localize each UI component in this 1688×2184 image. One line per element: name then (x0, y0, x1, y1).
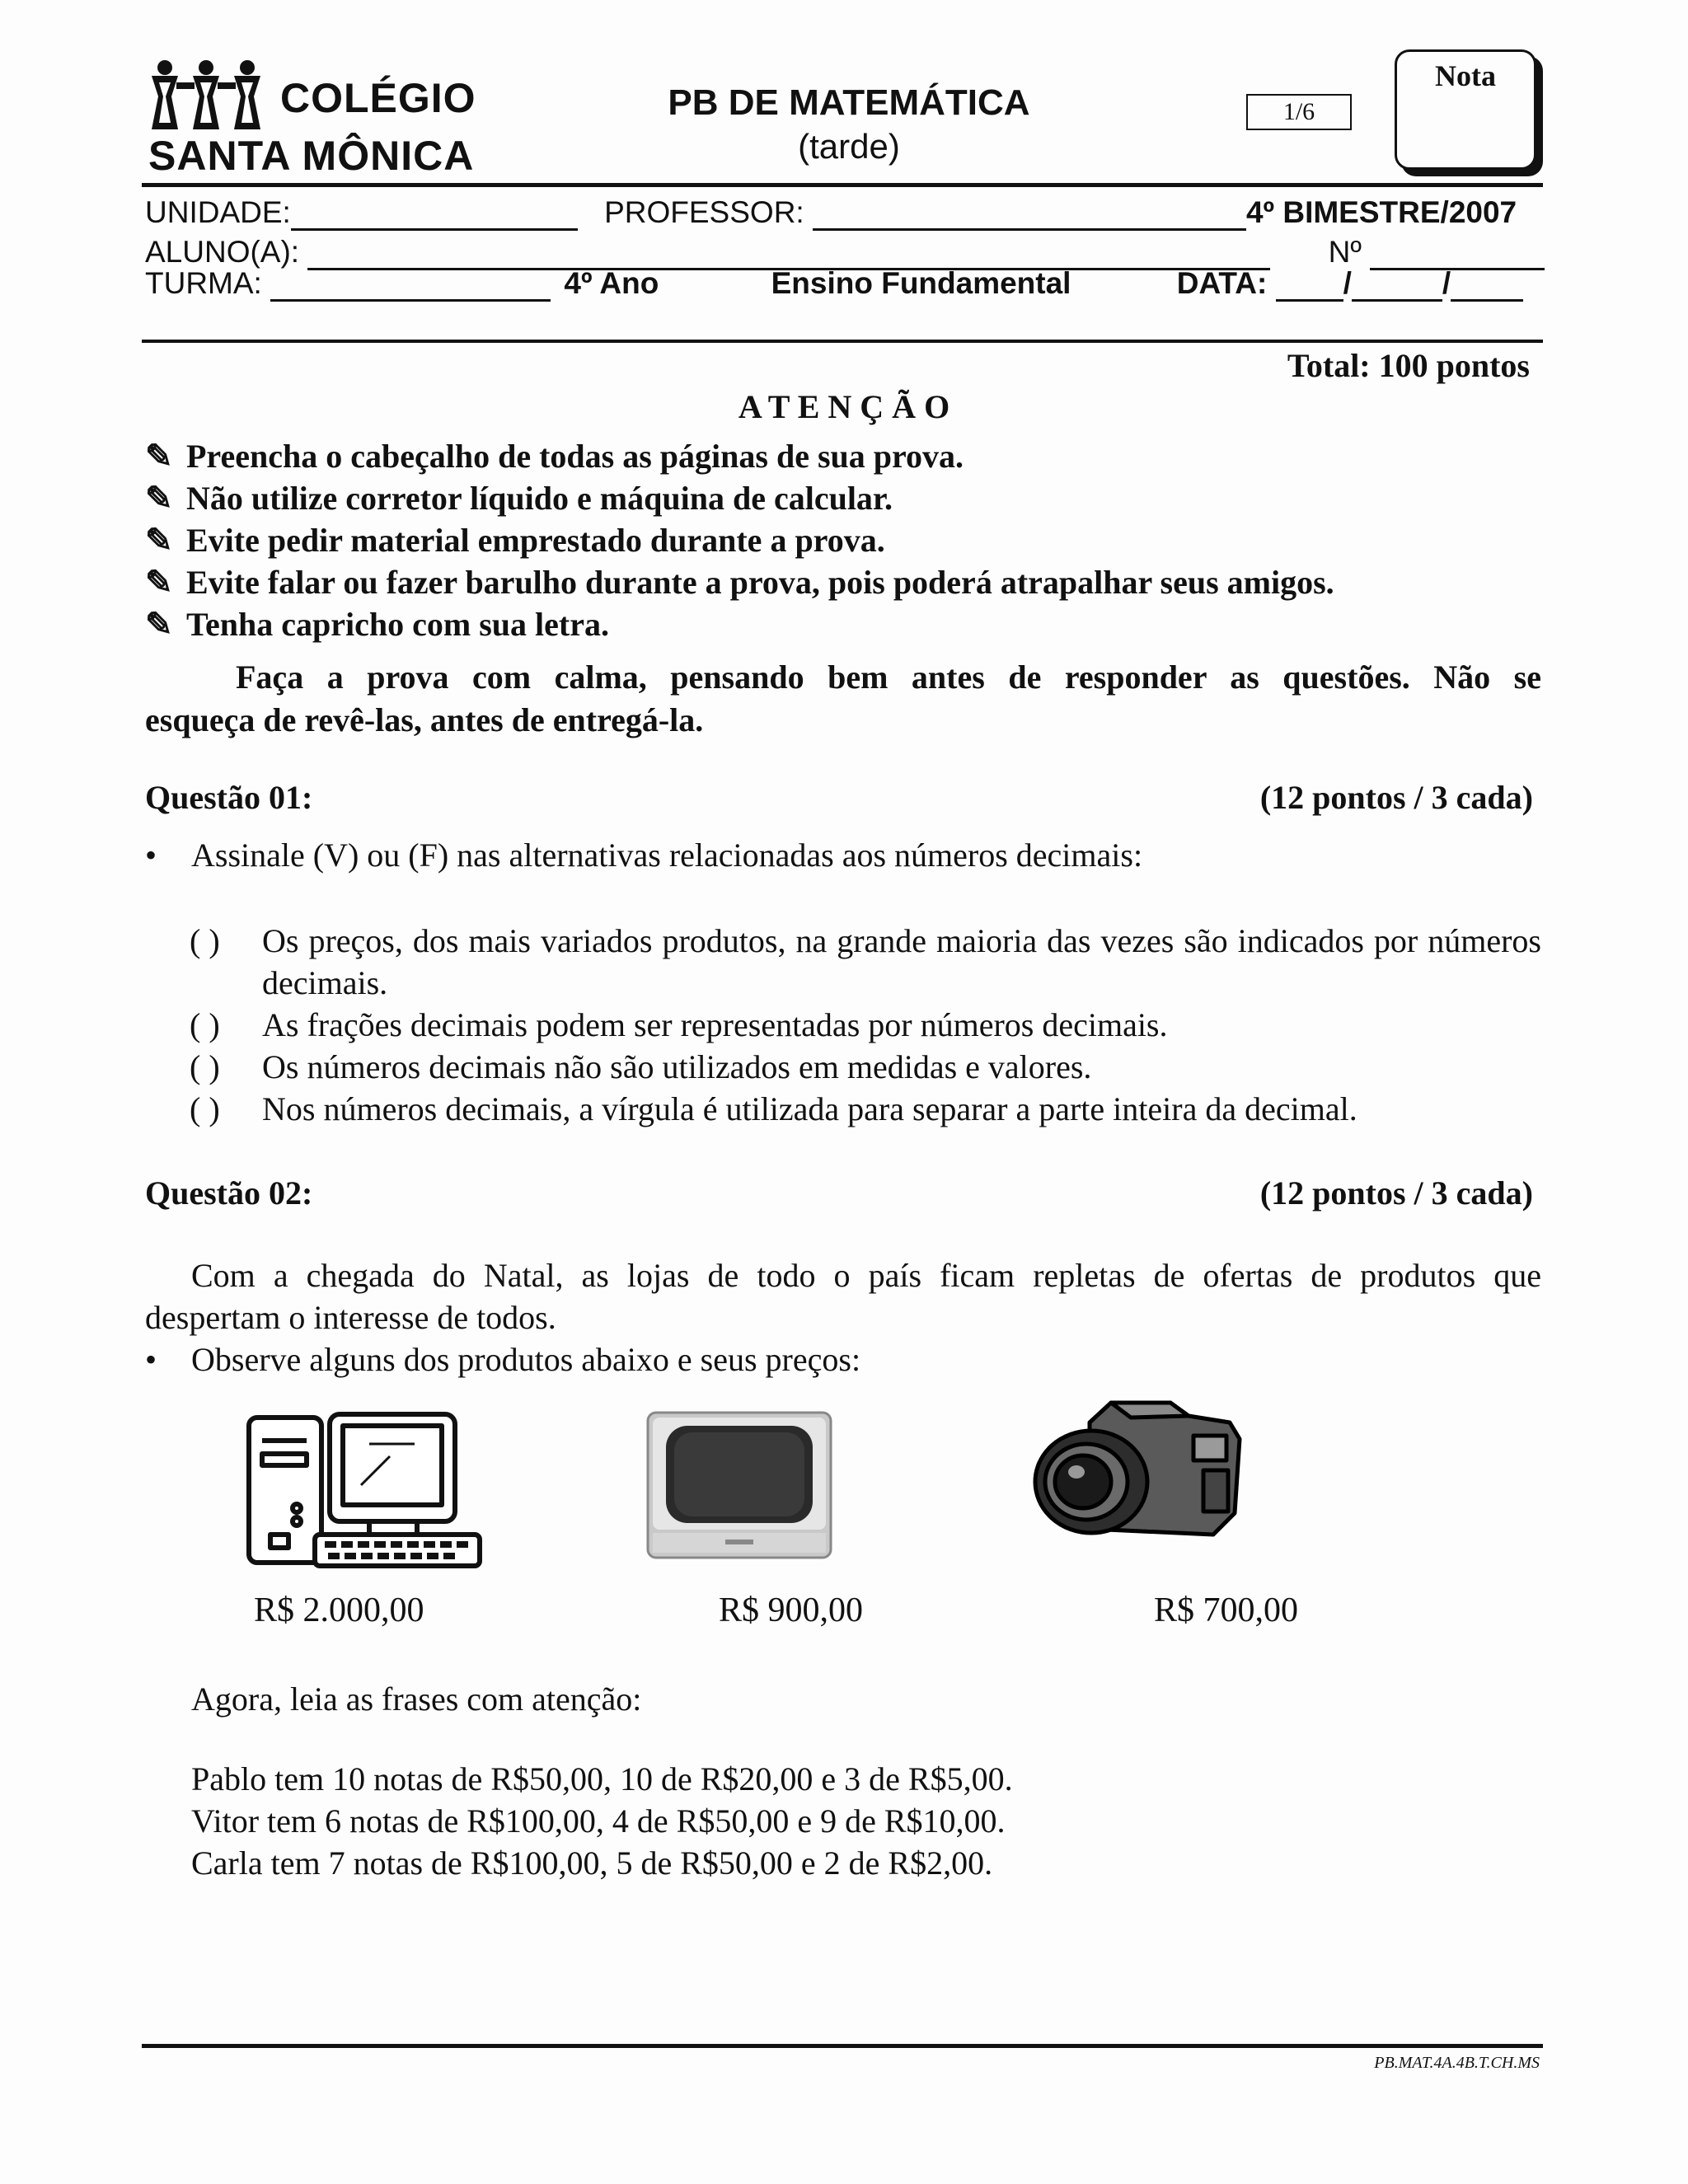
true-false-item: ( ) Os preços, dos mais variados produtos, na grande maioria das vezes são indicados por números decimais. (190, 920, 1541, 1004)
date-separator: / (1442, 266, 1451, 300)
pencil-bullet-icon: ✎ (145, 480, 173, 517)
page-indicator: 1/6 (1246, 94, 1352, 130)
computer-price: R$ 2.000,00 (254, 1591, 424, 1629)
question-2-intro-line1: Com a chegada do Natal, as lojas de todo o país ficam repletas de ofertas de produtos que (191, 1257, 1541, 1294)
television-price: R$ 900,00 (719, 1591, 864, 1629)
attention-item: ✎ Evite falar ou fazer barulho durante a prova, pois poderá atrapalhar seus amigos. (145, 564, 1334, 601)
sentence: Carla tem 7 notas de R$100,00, 5 de R$50,00 e 2 de R$2,00. (191, 1844, 993, 1882)
turma-label: TURMA: (145, 266, 262, 300)
attention-item: ✎ Tenha capricho com sua letra. (145, 606, 609, 643)
date-year-field[interactable] (1451, 269, 1523, 302)
total-points: Total: 100 pontos (1287, 347, 1530, 384)
professor-label: PROFESSOR: (604, 195, 804, 229)
answer-blank[interactable]: ( ) (190, 1006, 220, 1043)
attention-item: ✎ Evite pedir material emprestado durante a prova. (145, 522, 885, 559)
question-1-points: (12 pontos / 3 cada) (1259, 779, 1533, 816)
exam-title: PB DE MATEMÁTICA (668, 82, 1030, 123)
sentence: Vitor tem 6 notas de R$100,00, 4 de R$50,00 e 9 de R$10,00. (191, 1802, 1006, 1840)
date-separator: / (1343, 266, 1352, 300)
answer-blank[interactable]: ( ) (190, 1048, 220, 1085)
question-1-title: Questão 01: (145, 779, 313, 816)
pencil-bullet-icon: ✎ (145, 606, 173, 643)
school-logo (147, 56, 493, 180)
question-2-intro-line2: despertam o interesse de todos. (145, 1299, 556, 1336)
camera-price: R$ 700,00 (1154, 1591, 1299, 1629)
sentence: Pablo tem 10 notas de R$50,00, 10 de R$20,00 e 3 de R$5,00. (191, 1760, 1013, 1797)
header-row-unidade (145, 194, 1540, 231)
attention-note-line2: esqueça de revê-las, antes de entregá-la. (145, 701, 704, 738)
pencil-bullet-icon: ✎ (145, 438, 173, 475)
bimestre-label: 4º BIMESTRE/2007 (1245, 195, 1517, 229)
bullet-icon: • (145, 837, 157, 874)
footer-rule (142, 2044, 1543, 2048)
nivel-label: Ensino Fundamental (771, 266, 1071, 300)
attention-title: A T E N Ç Ã O (738, 388, 950, 425)
pencil-bullet-icon: ✎ (145, 564, 173, 601)
attention-item: ✎ Não utilize corretor líquido e máquina de calcular. (145, 480, 893, 517)
date-day-field[interactable] (1276, 269, 1343, 302)
header-top-rule (142, 183, 1543, 187)
turma-field[interactable] (270, 269, 551, 302)
unidade-field[interactable] (291, 199, 578, 231)
bullet-icon: • (145, 1341, 157, 1378)
grade-box (1395, 49, 1536, 170)
numero-label: Nº (1328, 235, 1362, 269)
question-2-points: (12 pontos / 3 cada) (1259, 1174, 1533, 1212)
computer-icon (246, 1411, 485, 1572)
camera-icon (1032, 1390, 1243, 1541)
professor-field[interactable] (813, 199, 1246, 231)
attention-note-line1: Faça a prova com calma, pensando bem antes de responder as questões. Não se (236, 658, 1541, 696)
school-emblem-icon (147, 59, 279, 134)
header-row-turma (145, 265, 1540, 302)
aluno-label: ALUNO(A): (145, 235, 300, 269)
television-icon (646, 1411, 832, 1559)
data-label: DATA: (1176, 266, 1268, 300)
ano-label: 4º Ano (564, 266, 659, 300)
school-name-line2: SANTA MÔNICA (148, 133, 475, 179)
question-2-instruction: • Observe alguns dos produtos abaixo e seus preços: (145, 1338, 860, 1380)
attention-item: ✎ Preencha o cabeçalho de todas as páginas de sua prova. (145, 438, 964, 475)
grade-box-label: Nota (1435, 59, 1496, 92)
school-name-line1: COLÉGIO (280, 75, 476, 121)
pencil-bullet-icon: ✎ (145, 522, 173, 559)
date-month-field[interactable] (1352, 269, 1442, 302)
answer-blank[interactable]: ( ) (190, 922, 220, 959)
header-bottom-rule (142, 340, 1543, 343)
question-2-read-prompt: Agora, leia as frases com atenção: (191, 1680, 642, 1718)
footer-code: PB.MAT.4A.4B.T.CH.MS (1374, 2054, 1540, 2072)
question-2-title: Questão 02: (145, 1174, 313, 1212)
answer-blank[interactable]: ( ) (190, 1090, 220, 1127)
unidade-label: UNIDADE: (145, 195, 291, 229)
question-1-instruction: • Assinale (V) ou (F) nas alternativas relacionadas aos números decimais: (145, 834, 1142, 876)
exam-period: (tarde) (798, 127, 900, 166)
